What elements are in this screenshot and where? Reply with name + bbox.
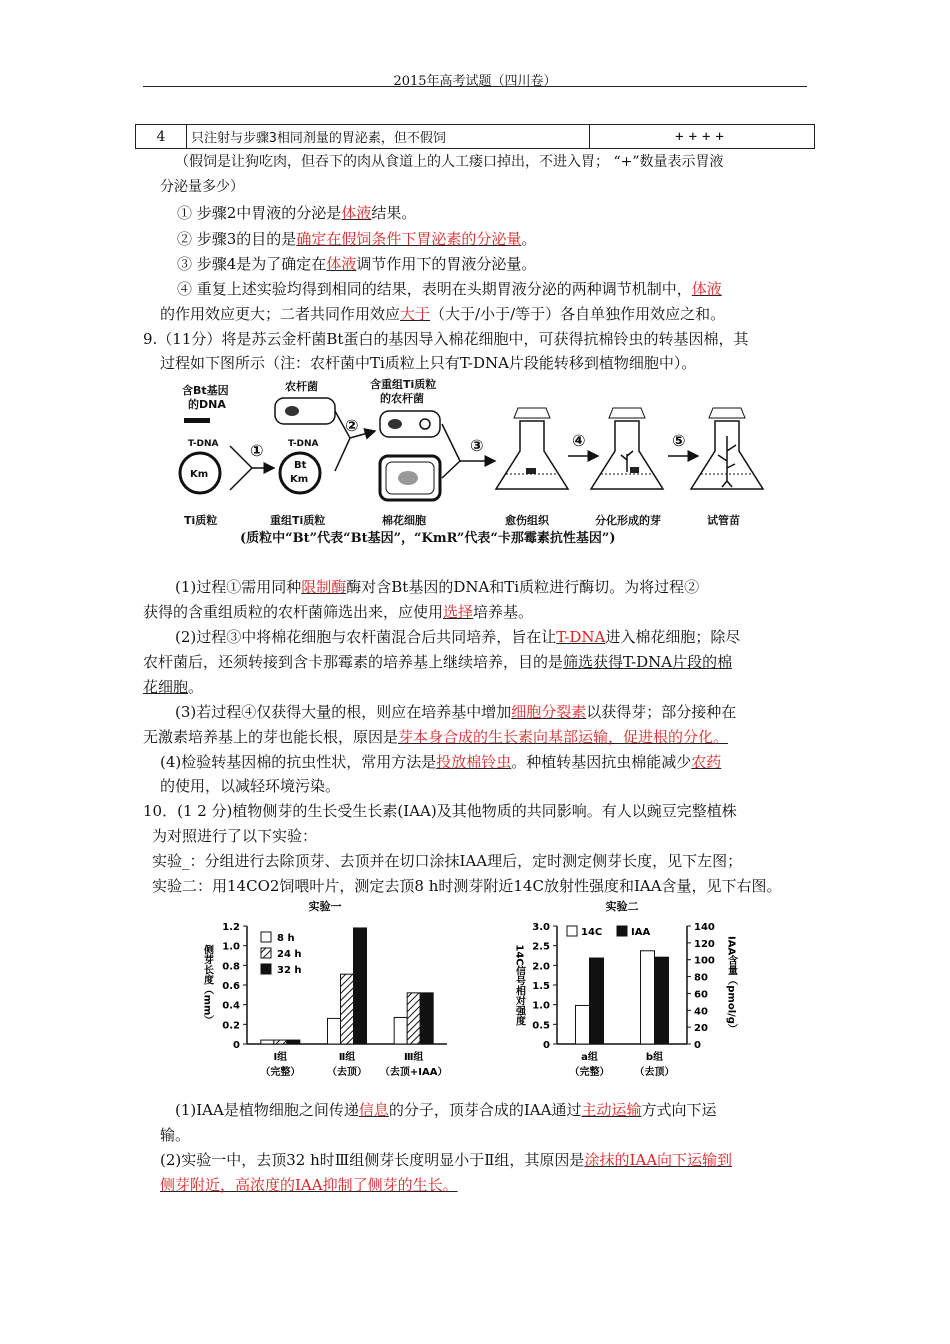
- q10-exp-1: 实验_：分组进行去除顶芽、去顶并在切口涂抹IAA理后，定时测定侧芽长度，见下左图；: [152, 852, 743, 870]
- q9-heading: 9.（11分）将是苏云金杆菌Bt蛋白的基因导入棉花细胞中，可获得抗棉铃虫的转基因棉，其: [143, 330, 749, 348]
- x-tick-note: （完整）: [260, 1067, 301, 1078]
- dna-label-2: 的DNA: [188, 398, 226, 411]
- x-tick-note: （去顶）: [327, 1067, 367, 1078]
- recombinant-plasmid-label: 重组Ti质粒: [270, 514, 326, 527]
- flask-callus: [496, 421, 568, 489]
- dna-label: 含Bt基因: [182, 384, 229, 397]
- answer-blank: 花细胞: [143, 678, 189, 696]
- y-tick-label: 0: [233, 1040, 240, 1051]
- svg-text:Km: Km: [190, 469, 209, 480]
- y-axis-label: 14C信号相对强度: [513, 944, 525, 1026]
- bar: [261, 1040, 274, 1044]
- answer-blank: 细胞分裂素: [511, 703, 587, 721]
- svg-text:Bt: Bt: [294, 460, 307, 471]
- q8-item-3: ③ 步骤4是为了确定在体液调节作用下的胃液分泌量。: [177, 255, 537, 273]
- answer-blank: 侧芽附近，高浓度的IAA抑制了侧芽的生长。: [160, 1176, 458, 1194]
- bar: [590, 958, 604, 1044]
- y-tick-label-right: 80: [694, 972, 708, 984]
- bar: [287, 1040, 300, 1044]
- bar: [354, 928, 367, 1044]
- note-line-1: （假饲是让狗吃肉，但吞下的肉从食道上的人工瘘口掉出，不进入胃； “+”数量表示胃液: [175, 154, 724, 170]
- q8-item-4b: 的作用效应更大；二者共同作用效应大于（大于/小于/等于）各自单独作用效应之和。: [160, 305, 726, 323]
- legend-label: 8 h: [277, 933, 295, 944]
- answer-blank: 体液: [326, 255, 357, 273]
- header-rule: [143, 86, 807, 87]
- recomb-agro-label: 含重组Ti质粒: [370, 378, 437, 391]
- figure-caption: (质粒中“Bt”代表“Bt基因”，“KmR”代表“卡那霉素抗性基因”): [240, 531, 616, 546]
- recombinant-plasmid: [280, 453, 320, 493]
- answer-blank: 筛选获得T-DNA片段的棉: [563, 653, 733, 671]
- bar: [274, 1040, 287, 1044]
- answer-blank: 农药: [691, 753, 722, 771]
- legend-label: 24 h: [277, 949, 302, 960]
- y-tick-label: 3.0: [532, 922, 550, 933]
- x-tick-note: （去顶+IAA）: [379, 1067, 448, 1078]
- y-tick-label-right: 140: [694, 922, 715, 933]
- answer-blank: 主动运输: [581, 1101, 642, 1119]
- q9-part-1: (1)过程①需用同种限制酶酶对含Bt基因的DNA和Ti质粒进行酶切。为将过程②: [175, 578, 700, 596]
- step-result: ++++: [590, 125, 815, 149]
- x-tick-label: Ⅰ组: [273, 1052, 288, 1063]
- q9-part-1b: 获得的含重组质粒的农杆菌筛选出来，应使用选择培养基。: [143, 603, 534, 621]
- step-table: [135, 124, 815, 149]
- y-tick-label-right: 60: [694, 989, 708, 1001]
- chart-title: 实验二: [605, 900, 639, 913]
- q9-part-4: (4)检验转基因棉的抗虫性状，常用方法是投放棉铃虫。种植转基因抗虫棉能减少农药: [160, 753, 722, 771]
- answer-blank: 限制酶: [301, 578, 347, 596]
- y-tick-label: 0.5: [532, 1020, 550, 1032]
- y-tick-label-right: 100: [694, 955, 715, 967]
- y-tick-label-right: 0: [694, 1040, 701, 1051]
- legend-label: IAA: [631, 927, 651, 938]
- legend-swatch: [567, 926, 577, 936]
- q8-item-2: ② 步骤3的目的是确定在假饲条件下胃泌素的分泌量。: [177, 230, 537, 248]
- y-tick-label: 1.2: [222, 922, 240, 933]
- q9-part-2b: 农杆菌后，还须转接到含卡那霉素的培养基上继续培养，目的是筛选获得T-DNA片段的棉: [143, 653, 733, 671]
- x-tick-label: b组: [645, 1052, 664, 1063]
- y-tick-label-right: 20: [694, 1023, 708, 1035]
- answer-blank: 体液: [691, 280, 722, 298]
- y-axis-label: 侧芽长度（mm）: [201, 944, 213, 1026]
- page-header: 2015年高考试题（四川卷）: [393, 74, 557, 89]
- q8-item-4: ④ 重复上述实验均得到相同的结果，表明在头期胃液分泌的两种调节机制中，体液: [177, 280, 722, 298]
- answer-blank: 涂抹的IAA向下运输到: [584, 1151, 733, 1169]
- legend-swatch: [261, 964, 271, 974]
- svg-text:Km: Km: [290, 474, 309, 485]
- q9-part-2: (2)过程③中将棉花细胞与农杆菌混合后共同培养，旨在让T-DNA进入棉花细胞；除尽: [175, 628, 741, 646]
- q10-part-2: (2)实验一中，去顶32 h时Ⅲ组侧芽长度明显小于Ⅱ组，其原因是涂抹的IAA向下运输到: [160, 1151, 733, 1169]
- cotton-cell-label: 棉花细胞: [382, 514, 426, 527]
- y-tick-label: 1.0: [222, 941, 240, 953]
- y-tick-label-right: 120: [694, 938, 715, 950]
- legend-label: 14C: [581, 927, 603, 938]
- y-tick-label: 1.0: [532, 1000, 550, 1012]
- step-desc: 只注射与步骤3相同剂量的胃泌素，但不假饲: [187, 125, 590, 149]
- legend-swatch: [261, 932, 271, 942]
- x-tick-label: Ⅱ组: [338, 1052, 356, 1063]
- x-tick-label: a组: [581, 1052, 598, 1063]
- q9-part-3: (3)若过程④仅获得大量的根，则应在培养基中增加细胞分裂素以获得芽；部分接种在: [175, 703, 737, 721]
- legend-swatch: [261, 948, 271, 958]
- y-tick-label: 0.2: [222, 1020, 240, 1032]
- bar: [420, 993, 433, 1044]
- y-tick-label: 1.5: [532, 981, 550, 992]
- seedling-label: 试管苗: [707, 514, 740, 527]
- step-number: 4: [136, 125, 187, 149]
- answer-blank: 大于: [400, 305, 431, 323]
- answer-blank: 选择: [443, 603, 474, 621]
- x-tick-label: Ⅲ组: [403, 1052, 424, 1063]
- q10-exp-2: 实验二：用14CO2饲喂叶片，测定去顶8 h时测芽附近14C放射性强度和IAA含量，见下右图。: [152, 877, 782, 895]
- answer-blank: 体液: [341, 204, 372, 222]
- q10-part-1b: 输。: [160, 1126, 191, 1144]
- y-tick-label-right: 40: [694, 1006, 708, 1018]
- answer-blank: 确定在假饲条件下胃泌素的分泌量: [296, 230, 522, 248]
- step-4-marker: ④: [572, 431, 586, 450]
- legend-label: 32 h: [277, 965, 302, 976]
- y-tick-label: 2.0: [532, 961, 550, 973]
- y-tick-label: 0.4: [222, 1000, 240, 1012]
- chart-experiment-1: [195, 898, 475, 1088]
- q10-part-2b: [160, 1175, 458, 1195]
- q10-part-1: (1)IAA是植物细胞之间传递信息的分子，顶芽合成的IAA通过主动运输方式向下运: [175, 1101, 717, 1119]
- bar: [655, 957, 669, 1044]
- y-axis-label-right: IAA含量（pmol/g）: [725, 936, 737, 1034]
- answer-blank: 芽本身合成的生长素向基部运输，促进根的分化。: [398, 728, 729, 746]
- answer-blank: 信息: [358, 1101, 389, 1119]
- ti-plasmid-label: Ti质粒: [184, 514, 218, 527]
- y-tick-label: 0.6: [222, 981, 240, 992]
- chart-title: 实验一: [308, 900, 342, 913]
- bud-label: 分化形成的芽: [595, 514, 661, 527]
- q9-part-2c: 花细胞。: [143, 678, 204, 696]
- chart-experiment-2: [505, 898, 745, 1088]
- q10-heading-2: 为对照进行了以下实验：: [152, 827, 318, 845]
- bar: [641, 951, 655, 1044]
- y-tick-label: 0.8: [222, 961, 240, 973]
- y-tick-label: 2.5: [532, 941, 550, 953]
- q9-part-4b: 的使用，以减轻环境污染。: [160, 777, 341, 795]
- step-1-marker: ①: [250, 441, 264, 460]
- table-row: [136, 125, 815, 149]
- x-tick-note: （完整）: [569, 1067, 610, 1078]
- callus-label: 愈伤组织: [505, 514, 549, 527]
- bar: [341, 974, 354, 1044]
- process-diagram: [170, 376, 770, 551]
- legend-swatch: [617, 926, 627, 936]
- answer-blank: 投放棉铃虫: [436, 753, 512, 771]
- svg-text:T-DNA: T-DNA: [288, 439, 319, 449]
- agrobacterium: [275, 398, 335, 424]
- q8-item-1: ① 步骤2中胃液的分泌是体液结果。: [177, 204, 417, 222]
- bar: [394, 1017, 407, 1044]
- bar: [576, 1005, 590, 1044]
- dna-fragment: [184, 418, 210, 423]
- q10-heading: 10．(1 2 分)植物侧芽的生长受生长素(IAA)及其他物质的共同影响。有人以豌豆完整植株: [143, 802, 737, 820]
- x-tick-note: （去顶）: [634, 1067, 675, 1078]
- bar: [407, 993, 420, 1044]
- answer-blank: T-DNA: [556, 628, 606, 646]
- agro-label: 农杆菌: [285, 380, 318, 393]
- y-tick-label: 0: [543, 1040, 550, 1051]
- step-5-marker: ⑤: [672, 431, 686, 450]
- svg-text:T-DNA: T-DNA: [188, 439, 219, 449]
- bar: [328, 1018, 341, 1044]
- step-3-marker: ③: [470, 436, 484, 455]
- recomb-agro-label-2: 的农杆菌: [380, 392, 424, 405]
- q9-heading-2: 过程如下图所示（注：农杆菌中Ti质粒上只有T-DNA片段能转移到植物细胞中）。: [160, 354, 697, 372]
- step-2-marker: ②: [345, 416, 359, 435]
- note-line-2: 分泌量多少）: [160, 179, 244, 195]
- q9-part-3b: 无激素培养基上的芽也能长根，原因是芽本身合成的生长素向基部运输，促进根的分化。: [143, 728, 729, 746]
